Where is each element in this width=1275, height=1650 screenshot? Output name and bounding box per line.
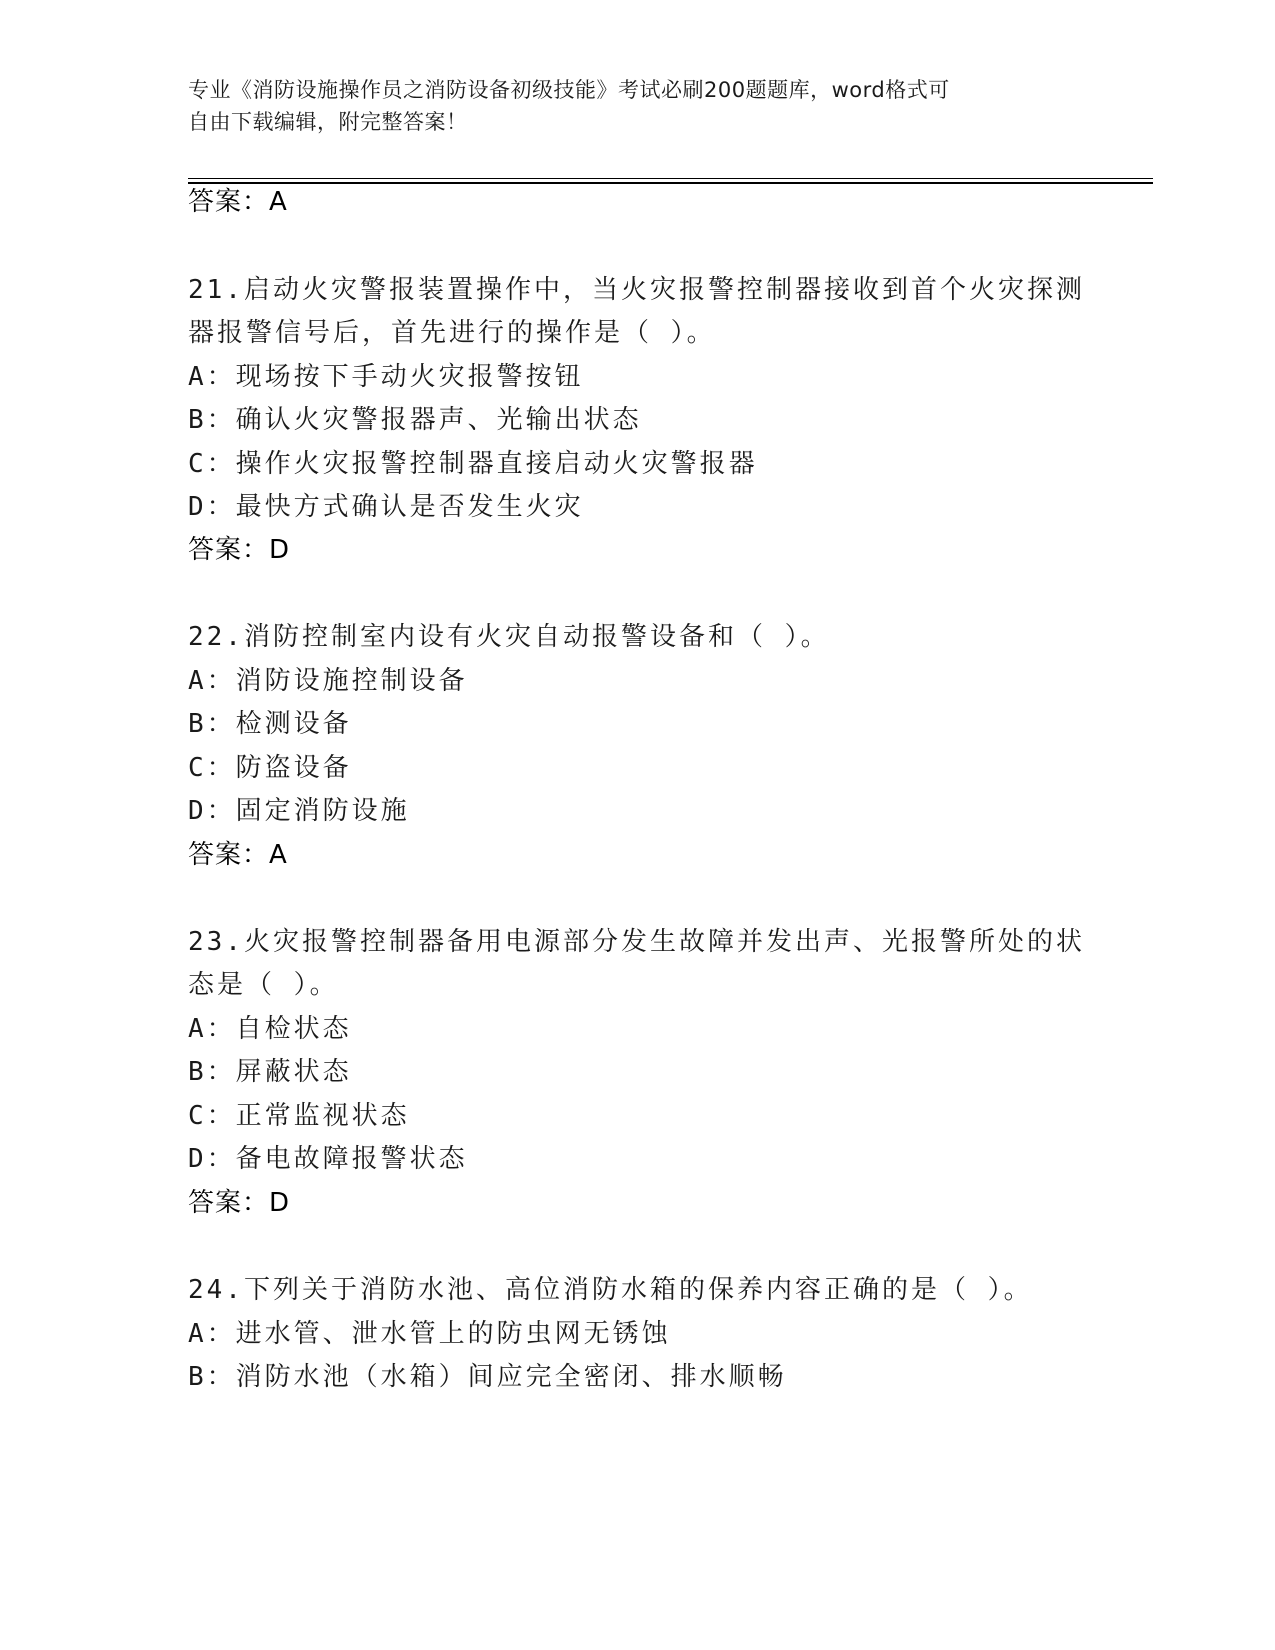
question-23-stem-line-2: 态是（ ）。 [188,970,339,1000]
question-22-option-d: D：固定消防设施 [188,796,410,826]
question-23-option-c: C：正常监视状态 [188,1101,410,1131]
header-divider-thick [188,182,1153,184]
header-divider-thin [188,178,1153,179]
question-24-option-b: B：消防水池（水箱）间应完全密闭、排水顺畅 [188,1362,787,1392]
question-21-answer: 答案：D [188,535,291,565]
question-22-option-c: C：防盗设备 [188,753,352,783]
header-line-2: 自由下载编辑，附完整答案！ [188,110,468,134]
previous-answer: 答案：A [188,187,288,217]
question-22-answer: 答案：A [188,840,288,870]
question-23-option-b: B：屏蔽状态 [188,1057,352,1087]
question-21-stem-line-1: 21.启动火灾警报装置操作中，当火灾报警控制器接收到首个火灾探测 [188,275,1085,305]
question-21-stem-line-2: 器报警信号后，首先进行的操作是（ ）。 [188,318,716,348]
question-21-option-d: D：最快方式确认是否发生火灾 [188,492,584,522]
question-22-option-b: B：检测设备 [188,709,352,739]
header-line-1: 专业《消防设施操作员之消防设备初级技能》考试必刷200题题库，word格式可 [188,78,950,102]
question-23-option-d: D：备电故障报警状态 [188,1144,468,1174]
question-23-stem-line-1: 23.火灾报警控制器备用电源部分发生故障并发出声、光报警所处的状 [188,927,1085,957]
question-23-answer: 答案：D [188,1188,291,1218]
question-21-option-b: B：确认火灾警报器声、光输出状态 [188,405,642,435]
document-header [188,74,1088,138]
question-24-option-a: A：进水管、泄水管上的防虫网无锈蚀 [188,1319,671,1349]
question-21-option-a: A：现场按下手动火灾报警按钮 [188,362,584,392]
question-21-option-c: C：操作火灾报警控制器直接启动火灾警报器 [188,449,758,479]
question-24-stem-line-1: 24.下列关于消防水池、高位消防水箱的保养内容正确的是（ ）。 [188,1275,1033,1305]
question-22-option-a: A：消防设施控制设备 [188,666,468,696]
question-22-stem-line-1: 22.消防控制室内设有火灾自动报警设备和（ ）。 [188,622,830,652]
question-23-option-a: A：自检状态 [188,1014,352,1044]
